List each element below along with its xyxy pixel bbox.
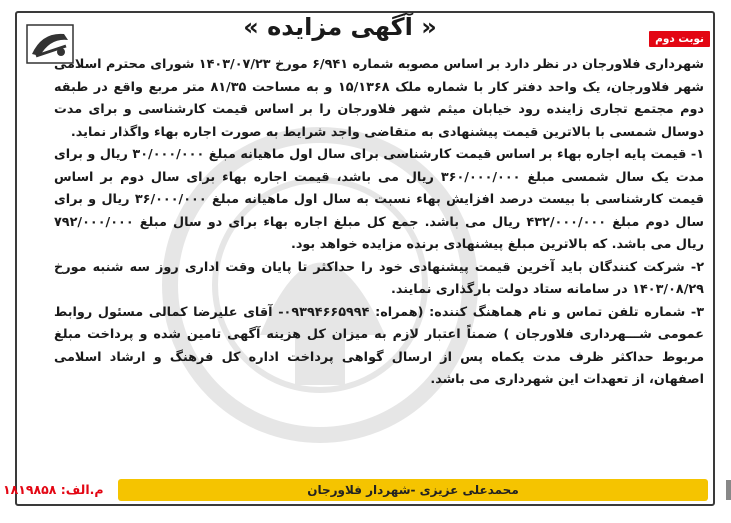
edge-marker <box>726 480 731 500</box>
publication-round-badge: نوبت دوم <box>649 31 710 47</box>
notice-body <box>54 54 704 392</box>
notice-code: م.الف: ۱۸۱۹۸۵۸ <box>3 482 104 497</box>
signature-bar: محمدعلی عزیزی -شهردار فلاورجان <box>118 479 708 501</box>
notice-title: « آگهی مزایده » <box>243 13 437 41</box>
clause-1-paragraph: ۱- قیمت پایه اجاره بهاء بر اساس قیمت کارشناسی برای سال اول ماهیانه مبلغ ۳۰/۰۰۰/۰۰۰ ریال و برای مدت یک سال شمسی مبلغ ۳۶۰/۰۰۰/۰۰۰ ریال می باشد، قیمت اجاره بهاء برای سال دوم بر اساس قیمت کارشناسی با بیست درصد افزایش بهاء نسبت به سال اول ماهیانه مبلغ ۳۶/۰۰۰/۰۰۰ ریال و برای سال دوم مبلغ ۴۳۲/۰۰۰/۰۰۰ ریال می باشد. جمع کل مبلغ اجاره بهاء برای دو سال مبلغ ۷۹۲/۰۰۰/۰۰۰ ریال می باشد. که بالاترین مبلغ پیشنهادی برنده مزایده خواهد بود. <box>54 147 705 252</box>
clause-3-paragraph: ۳- شماره تلفن تماس و نام هماهنگ کننده: (همراه: ۰۹۳۹۴۶۶۵۹۹۴- آقای علیرضا کمالی مسئول روابط عمومی شـــهرداری فلاورجان ) ضمناً اعتبار لازم به میزان کل هزینه آگهی تامین شده و پرداخت مبلغ مربوط حداکثر ظرف مدت یکماه پس از ارسال گواهی پرداخت اداره کل فرهنگ و ارشاد اسلامی اصفهان، از تعهدات این شهرداری می باشد. <box>54 304 705 387</box>
clause-2-paragraph: ۲- شرکت کنندگان باید آخرین قیمت پیشنهادی خود را حداکثر تا پایان وقت اداری روز سه شنبه مورخ ۱۴۰۳/۰۸/۲۹ در سامانه ستاد دولت بارگذاری نمایند. <box>54 259 704 297</box>
intro-paragraph: شهرداری فلاورجان در نظر دارد بر اساس مصوبه شماره ۶/۹۴۱ مورخ ۱۴۰۳/۰۷/۲۳ شورای محترم اسلامی شهر فلاورجان، یک واحد دفتر کار با شماره ملک ۱۵/۱۳۶۸ و به مساحت ۸۱/۳۵ متر مربع واقع در طبقه دوم مجتمع تجاری زاینده رود خیابان میثم شهر فلاورجان را بر اساس قیمت کارشناسی و برای مدت دوسال شمسی با بالاترین قیمت پیشنهادی به متقاضی واجد شرایط به صورت اجاره بهاء واگذار نماید. <box>54 57 704 140</box>
